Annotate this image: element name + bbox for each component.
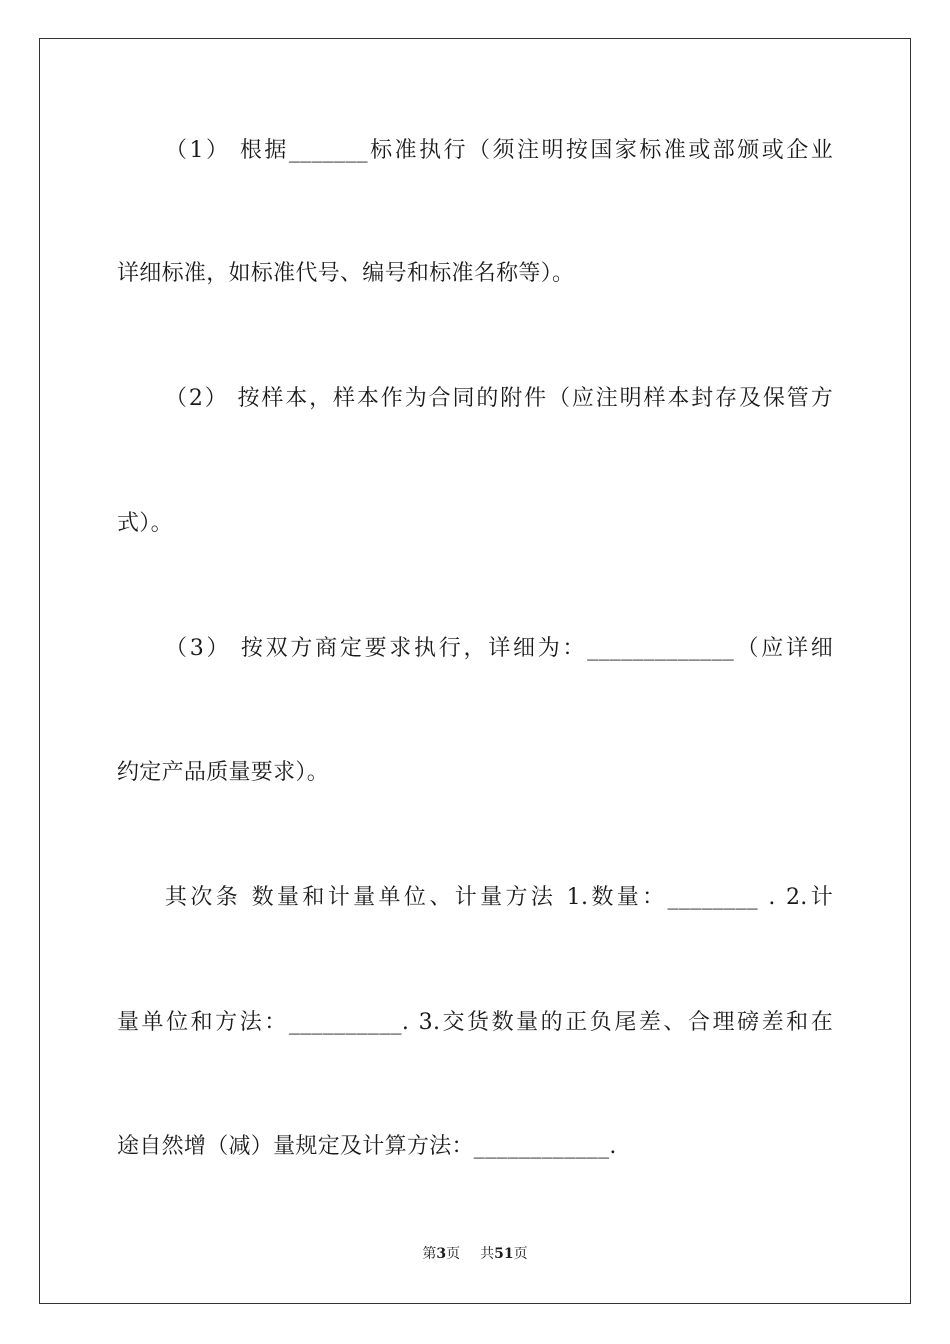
paragraph-line: （1） 根据_______标准执行（须注明按国家标准或部颁或企业 (165, 138, 833, 163)
paragraph-line: 途自然增（减）量规定及计算方法：____________. (117, 1134, 617, 1159)
paragraph-line: 量单位和方法：__________. 3.交货数量的正负尾差、合理磅差和在 (117, 1010, 833, 1035)
footer-total-suffix: 页 (513, 1246, 528, 1262)
paragraph-line: 详细标准，如标准代号、编号和标准名称等）。 (117, 261, 575, 286)
footer-page-suffix: 页 (446, 1246, 461, 1262)
paragraph-line: 约定产品质量要求）。 (117, 760, 330, 785)
paragraph-line: （2） 按样本，样本作为合同的附件（应注明样本封存及保管方 (165, 386, 833, 411)
footer-total-pages: 51 (494, 1246, 514, 1262)
page-border (39, 38, 911, 1304)
footer-total-prefix: 共 (480, 1246, 495, 1262)
paragraph-line: 式）。 (117, 511, 173, 536)
page-footer (0, 1244, 950, 1264)
paragraph-line: 其次条 数量和计量单位、计量方法 1.数量：________ . 2.计 (165, 885, 833, 910)
footer-page-number: 3 (436, 1246, 447, 1262)
paragraph-line: （3） 按双方商定要求执行，详细为：_____________（应详细 (165, 636, 833, 661)
footer-page-prefix: 第 (422, 1246, 437, 1262)
